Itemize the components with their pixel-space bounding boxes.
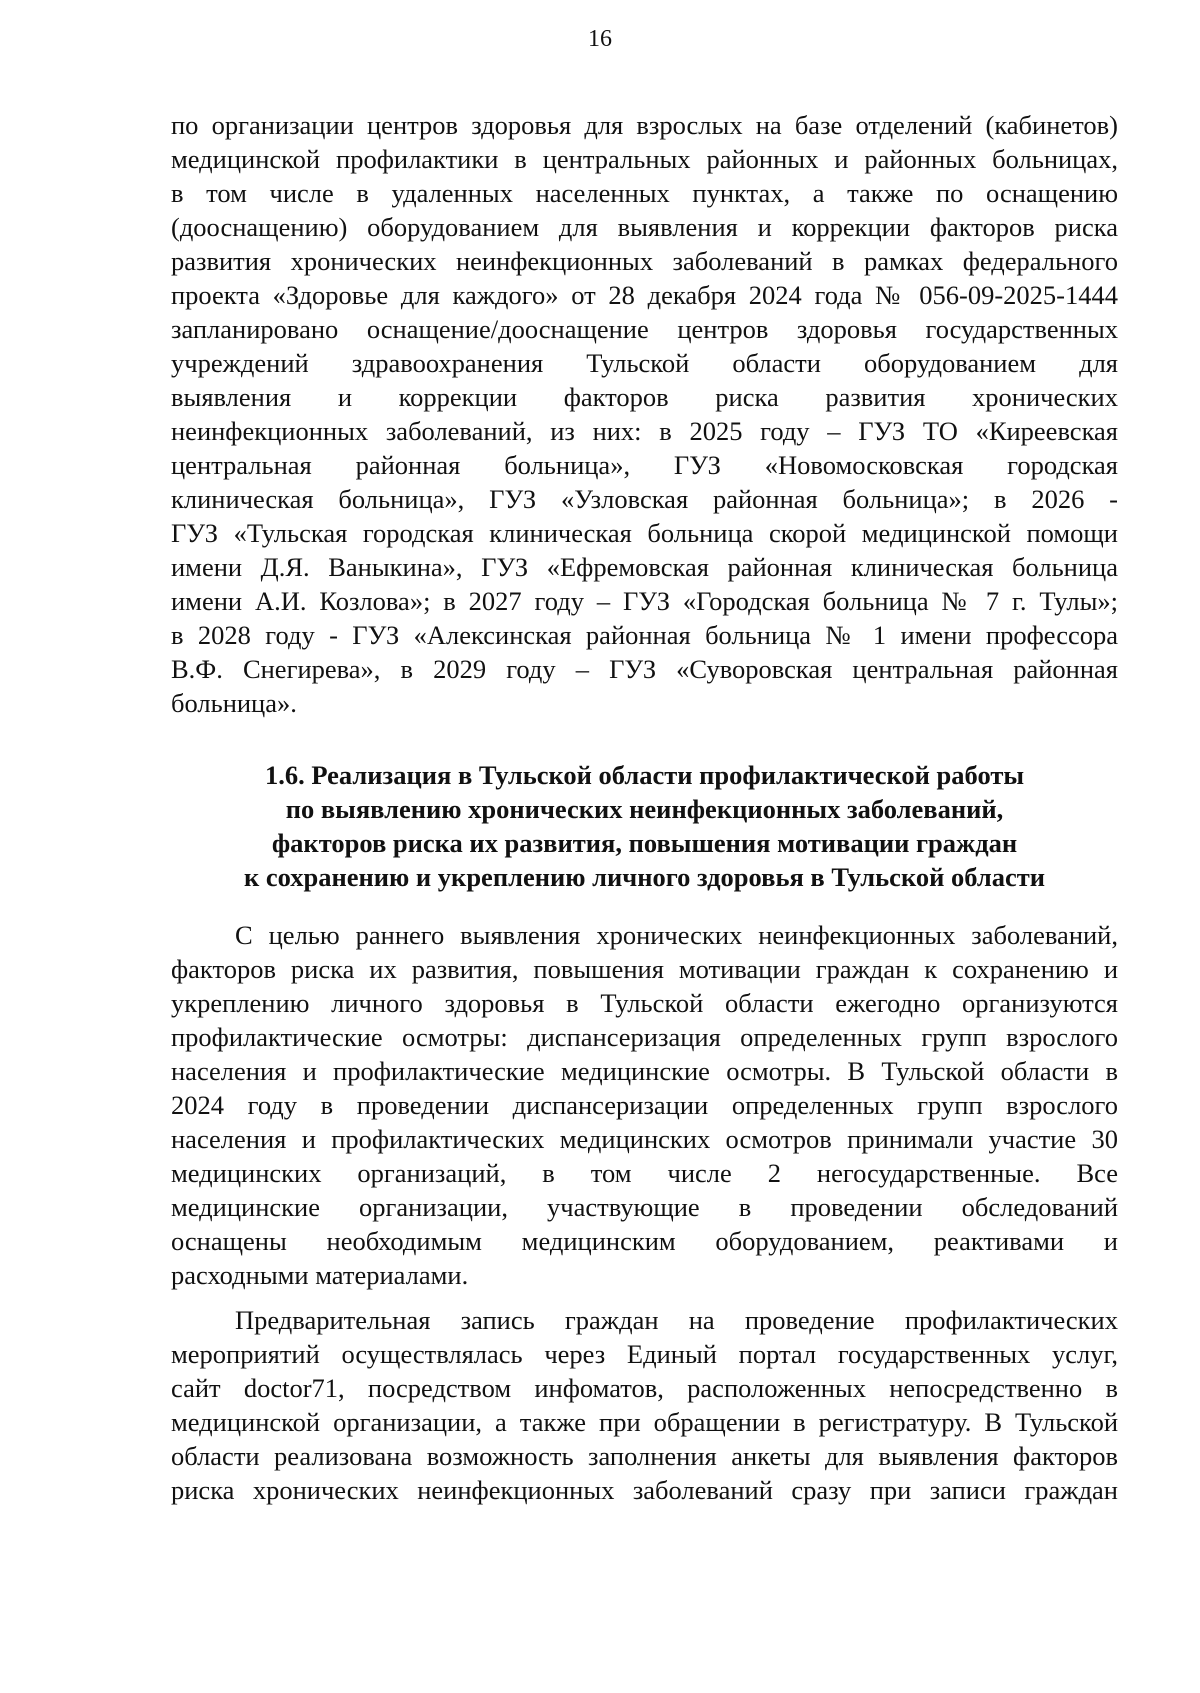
text-line: больница». [171, 688, 297, 718]
text-line: медицинские организации, участвующие в проведении обследований [171, 1192, 1118, 1222]
text-line: неинфекционных заболеваний, из них: в 2025 году – ГУЗ ТО «Киреевская [171, 416, 1118, 446]
text-line: факторов риска их развития, повышения мотивации граждан к сохранению и [171, 954, 1118, 984]
text-line: имени Д.Я. Ваныкина», ГУЗ «Ефремовская районная клиническая больница [171, 552, 1118, 582]
text-line: проекта «Здоровье для каждого» от 28 декабря 2024 года № 056-09-2025-1444 [171, 280, 1118, 310]
text-line: оснащены необходимым медицинским оборудованием, реактивами и [171, 1226, 1118, 1256]
paragraph-health-centers [171, 108, 1118, 720]
paragraph-appointments [171, 1303, 1118, 1507]
text-line: мероприятий осуществлялась через Единый портал государственных услуг, [171, 1339, 1118, 1369]
text-line: риска хронических неинфекционных заболеваний сразу при записи граждан [171, 1475, 1118, 1505]
text-line: (дооснащению) оборудованием для выявления и коррекции факторов риска [171, 212, 1118, 242]
text-line: учреждений здравоохранения Тульской области оборудованием для [171, 348, 1118, 378]
heading-line: к сохранению и укреплению личного здоровья в Тульской области [243, 862, 1046, 892]
page-number: 16 [588, 26, 612, 52]
text-line: развития хронических неинфекционных заболеваний в рамках федерального [171, 246, 1118, 276]
text-line: Предварительная запись граждан на проведение профилактических [235, 1305, 1118, 1335]
heading-line: 1.6. Реализация в Тульской области профилактической работы [264, 760, 1025, 790]
text-line: ГУЗ «Тульская городская клиническая больница скорой медицинской помощи [171, 518, 1118, 548]
text-line: укреплению личного здоровья в Тульской области ежегодно организуются [171, 988, 1118, 1018]
text-line: в 2028 году - ГУЗ «Алексинская районная больница № 1 имени профессора [171, 620, 1118, 650]
text-line: населения и профилактических медицинских осмотров принимали участие 30 [171, 1124, 1118, 1154]
text-line: в том числе в удаленных населенных пунктах, а также по оснащению [171, 178, 1118, 208]
text-line: населения и профилактические медицинские осмотры. В Тульской области в [171, 1056, 1118, 1086]
section-heading [171, 758, 1118, 894]
text-line: области реализована возможность заполнения анкеты для выявления факторов [171, 1441, 1118, 1471]
paragraph-preventive-exams [171, 918, 1118, 1292]
text-line: по организации центров здоровья для взрослых на базе отделений (кабинетов) [171, 110, 1118, 140]
text-line: выявления и коррекции факторов риска развития хронических [171, 382, 1118, 412]
text-line: В.Ф. Снегирева», в 2029 году – ГУЗ «Суворовская центральная районная [171, 654, 1118, 684]
text-line: расходными материалами. [171, 1260, 469, 1290]
text-line: С целью раннего выявления хронических неинфекционных заболеваний, [235, 920, 1118, 950]
heading-line: факторов риска их развития, повышения мотивации граждан [271, 828, 1018, 858]
text-line: сайт doctor71, посредством инфоматов, расположенных непосредственно в [171, 1373, 1118, 1403]
text-line: медицинской организации, а также при обращении в регистратуру. В Тульской [171, 1407, 1118, 1437]
text-line: профилактические осмотры: диспансеризация определенных групп взрослого [171, 1022, 1118, 1052]
text-line: клиническая больница», ГУЗ «Узловская районная больница»; в 2026 - [171, 484, 1118, 514]
heading-line: по выявлению хронических неинфекционных заболеваний, [285, 794, 1004, 824]
text-line: запланировано оснащение/дооснащение центров здоровья государственных [171, 314, 1118, 344]
text-line: центральная районная больница», ГУЗ «Новомосковская городская [171, 450, 1118, 480]
text-line: медицинских организаций, в том числе 2 негосударственные. Все [171, 1158, 1118, 1188]
text-line: медицинской профилактики в центральных районных и районных больницах, [171, 144, 1118, 174]
text-line: имени А.И. Козлова»; в 2027 году – ГУЗ «Городская больница № 7 г. Тулы»; [171, 586, 1118, 616]
text-line: 2024 году в проведении диспансеризации определенных групп взрослого [171, 1090, 1118, 1120]
